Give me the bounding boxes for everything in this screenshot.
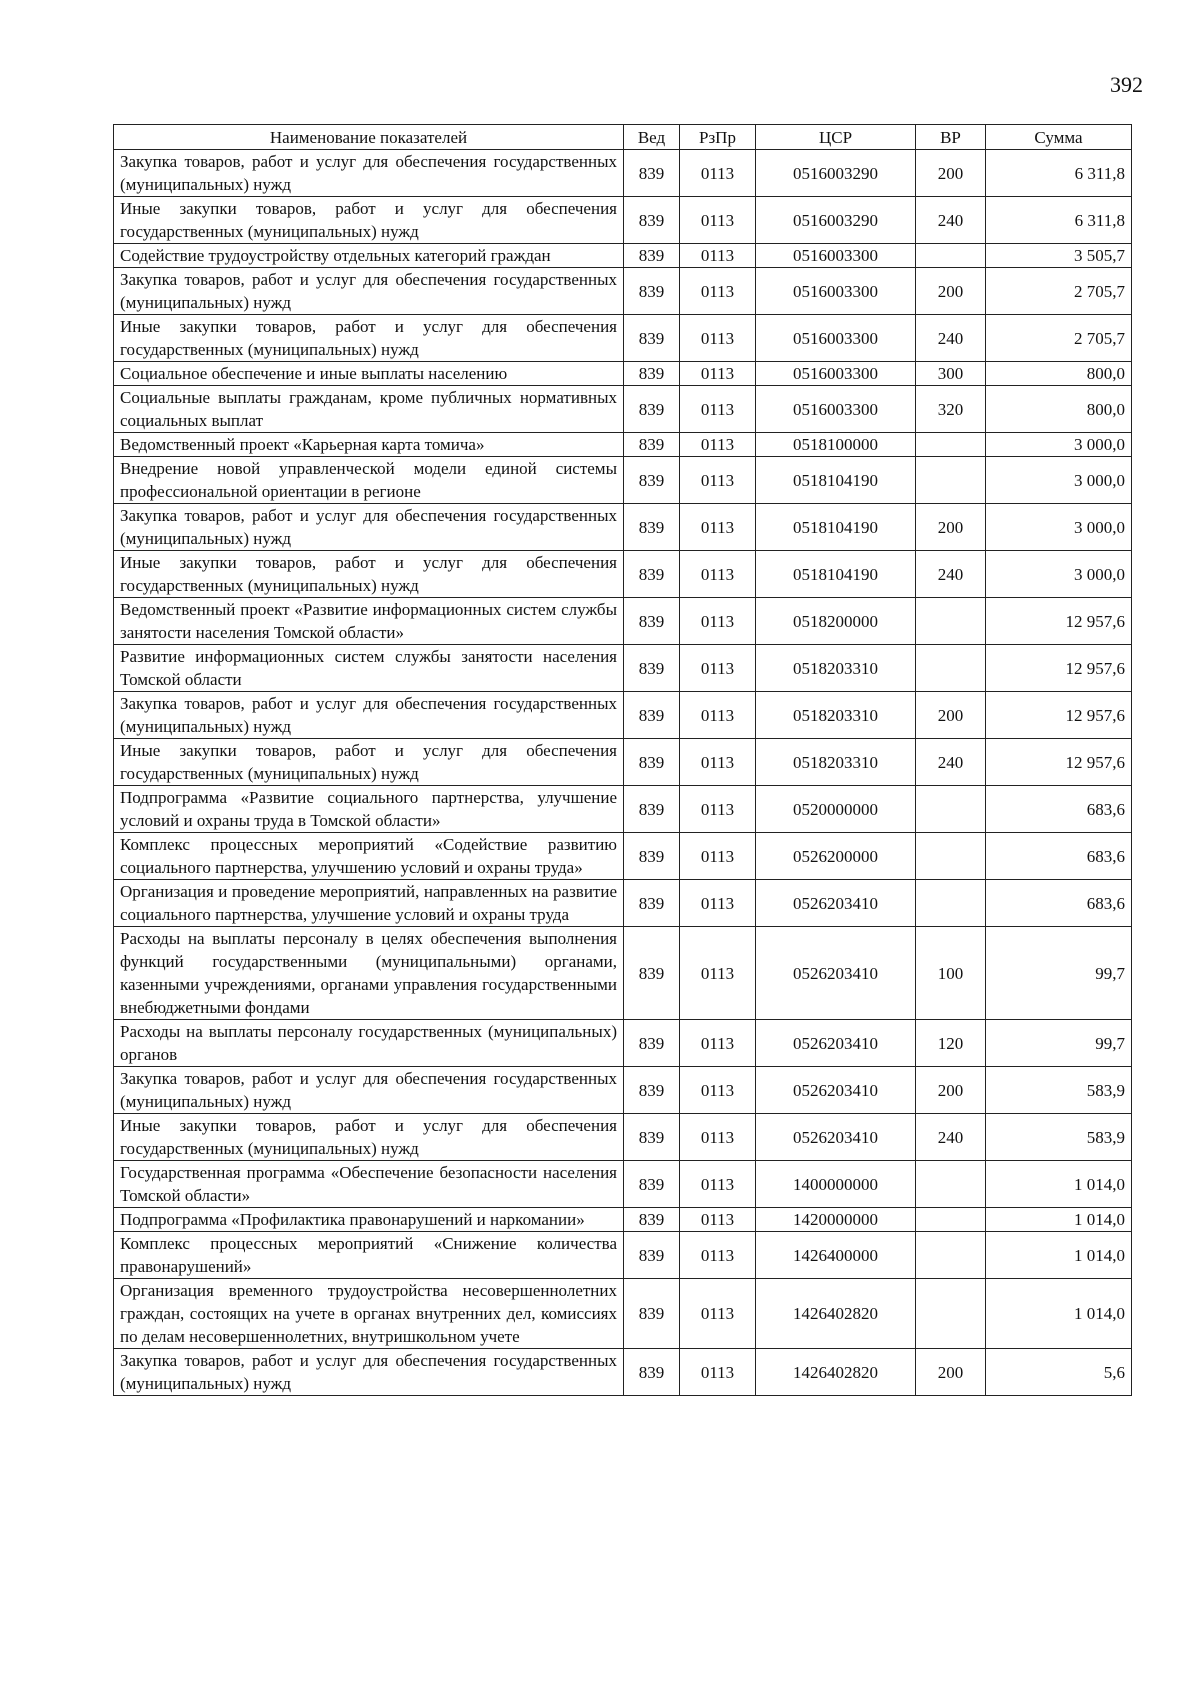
cell-ved: 839 — [624, 315, 680, 362]
cell-csr: 1426402820 — [756, 1349, 916, 1396]
cell-sum: 583,9 — [986, 1114, 1132, 1161]
header-rzpr: РзПр — [680, 125, 756, 150]
cell-csr: 0518104190 — [756, 551, 916, 598]
cell-name: Социальное обеспечение и иные выплаты населению — [114, 362, 624, 386]
table-row — [114, 1279, 1132, 1349]
table-row — [114, 244, 1132, 268]
cell-csr: 0526200000 — [756, 833, 916, 880]
cell-ved: 839 — [624, 1349, 680, 1396]
table-header — [114, 125, 1132, 150]
table-row — [114, 433, 1132, 457]
table-row — [114, 1208, 1132, 1232]
cell-rzpr: 0113 — [680, 551, 756, 598]
cell-rzpr: 0113 — [680, 598, 756, 645]
cell-rzpr: 0113 — [680, 692, 756, 739]
table-row — [114, 739, 1132, 786]
header-row — [114, 125, 1132, 150]
header-sum: Сумма — [986, 125, 1132, 150]
cell-ved: 839 — [624, 739, 680, 786]
cell-name: Подпрограмма «Профилактика правонарушений и наркомании» — [114, 1208, 624, 1232]
table-row — [114, 786, 1132, 833]
cell-csr: 0518100000 — [756, 433, 916, 457]
header-name: Наименование показателей — [114, 125, 624, 150]
cell-name: Содействие трудоустройству отдельных категорий граждан — [114, 244, 624, 268]
cell-rzpr: 0113 — [680, 244, 756, 268]
cell-csr: 0526203410 — [756, 1020, 916, 1067]
cell-csr: 0516003300 — [756, 362, 916, 386]
cell-vr — [916, 645, 986, 692]
cell-rzpr: 0113 — [680, 1020, 756, 1067]
cell-vr: 240 — [916, 551, 986, 598]
cell-rzpr: 0113 — [680, 1114, 756, 1161]
cell-sum: 683,6 — [986, 833, 1132, 880]
cell-ved: 839 — [624, 833, 680, 880]
cell-name: Внедрение новой управленческой модели единой системы профессиональной ориентации в регионе — [114, 457, 624, 504]
table-row — [114, 645, 1132, 692]
cell-ved: 839 — [624, 150, 680, 197]
cell-name: Подпрограмма «Развитие социального партнерства, улучшение условий и охраны труда в Томской области» — [114, 786, 624, 833]
cell-name: Развитие информационных систем службы занятости населения Томской области — [114, 645, 624, 692]
cell-name: Комплекс процессных мероприятий «Содействие развитию социального партнерства, улучшению условий и охраны труда» — [114, 833, 624, 880]
cell-name: Закупка товаров, работ и услуг для обеспечения государственных (муниципальных) нужд — [114, 504, 624, 551]
cell-ved: 839 — [624, 1232, 680, 1279]
cell-ved: 839 — [624, 598, 680, 645]
cell-vr: 200 — [916, 1067, 986, 1114]
cell-rzpr: 0113 — [680, 386, 756, 433]
cell-name: Закупка товаров, работ и услуг для обеспечения государственных (муниципальных) нужд — [114, 1067, 624, 1114]
cell-csr: 0520000000 — [756, 786, 916, 833]
cell-vr: 320 — [916, 386, 986, 433]
cell-csr: 0526203410 — [756, 927, 916, 1020]
table-body — [114, 150, 1132, 1396]
cell-ved: 839 — [624, 1279, 680, 1349]
cell-sum: 6 311,8 — [986, 197, 1132, 244]
cell-csr: 0518104190 — [756, 504, 916, 551]
cell-ved: 839 — [624, 197, 680, 244]
cell-csr: 1426400000 — [756, 1232, 916, 1279]
cell-rzpr: 0113 — [680, 315, 756, 362]
cell-csr: 0518104190 — [756, 457, 916, 504]
cell-vr: 200 — [916, 1349, 986, 1396]
page-number: 392 — [1110, 72, 1143, 97]
cell-sum: 12 957,6 — [986, 739, 1132, 786]
cell-csr: 0516003300 — [756, 244, 916, 268]
cell-csr: 0526203410 — [756, 880, 916, 927]
cell-vr: 200 — [916, 692, 986, 739]
cell-vr — [916, 786, 986, 833]
header-ved: Вед — [624, 125, 680, 150]
cell-csr: 0516003290 — [756, 197, 916, 244]
cell-csr: 0518200000 — [756, 598, 916, 645]
cell-vr: 200 — [916, 268, 986, 315]
cell-name: Закупка товаров, работ и услуг для обеспечения государственных (муниципальных) нужд — [114, 268, 624, 315]
cell-name: Ведомственный проект «Развитие информационных систем службы занятости населения Томской области» — [114, 598, 624, 645]
table-row — [114, 1067, 1132, 1114]
cell-rzpr: 0113 — [680, 1067, 756, 1114]
cell-ved: 839 — [624, 786, 680, 833]
table-row — [114, 598, 1132, 645]
cell-vr — [916, 1208, 986, 1232]
cell-vr — [916, 1232, 986, 1279]
cell-vr: 240 — [916, 1114, 986, 1161]
table-row — [114, 692, 1132, 739]
cell-name: Иные закупки товаров, работ и услуг для обеспечения государственных (муниципальных) нужд — [114, 551, 624, 598]
cell-ved: 839 — [624, 504, 680, 551]
cell-sum: 800,0 — [986, 386, 1132, 433]
table-row — [114, 551, 1132, 598]
cell-sum: 3 000,0 — [986, 433, 1132, 457]
cell-name: Государственная программа «Обеспечение безопасности населения Томской области» — [114, 1161, 624, 1208]
cell-rzpr: 0113 — [680, 1349, 756, 1396]
cell-sum: 3 505,7 — [986, 244, 1132, 268]
cell-name: Расходы на выплаты персоналу государственных (муниципальных) органов — [114, 1020, 624, 1067]
cell-csr: 0516003300 — [756, 386, 916, 433]
cell-vr — [916, 433, 986, 457]
cell-ved: 839 — [624, 362, 680, 386]
cell-vr: 240 — [916, 315, 986, 362]
cell-vr: 200 — [916, 504, 986, 551]
table-row — [114, 1232, 1132, 1279]
cell-name: Закупка товаров, работ и услуг для обеспечения государственных (муниципальных) нужд — [114, 692, 624, 739]
cell-sum: 3 000,0 — [986, 457, 1132, 504]
cell-vr — [916, 598, 986, 645]
cell-name: Социальные выплаты гражданам, кроме публичных нормативных социальных выплат — [114, 386, 624, 433]
cell-vr — [916, 1279, 986, 1349]
cell-sum: 5,6 — [986, 1349, 1132, 1396]
cell-name: Закупка товаров, работ и услуг для обеспечения государственных (муниципальных) нужд — [114, 1349, 624, 1396]
cell-vr: 200 — [916, 150, 986, 197]
cell-name: Иные закупки товаров, работ и услуг для обеспечения государственных (муниципальных) нужд — [114, 197, 624, 244]
cell-rzpr: 0113 — [680, 880, 756, 927]
cell-rzpr: 0113 — [680, 1208, 756, 1232]
cell-sum: 1 014,0 — [986, 1208, 1132, 1232]
cell-sum: 1 014,0 — [986, 1232, 1132, 1279]
cell-csr: 0526203410 — [756, 1067, 916, 1114]
cell-csr: 0518203310 — [756, 739, 916, 786]
cell-ved: 839 — [624, 1161, 680, 1208]
cell-csr: 1426402820 — [756, 1279, 916, 1349]
cell-vr — [916, 1161, 986, 1208]
cell-csr: 0518203310 — [756, 645, 916, 692]
table-row — [114, 315, 1132, 362]
cell-csr: 1420000000 — [756, 1208, 916, 1232]
cell-ved: 839 — [624, 645, 680, 692]
cell-sum: 12 957,6 — [986, 692, 1132, 739]
table-row — [114, 1161, 1132, 1208]
cell-rzpr: 0113 — [680, 362, 756, 386]
cell-sum: 99,7 — [986, 927, 1132, 1020]
table-row — [114, 927, 1132, 1020]
cell-sum: 12 957,6 — [986, 598, 1132, 645]
table-row — [114, 1020, 1132, 1067]
cell-name: Комплекс процессных мероприятий «Снижение количества правонарушений» — [114, 1232, 624, 1279]
cell-csr: 0518203310 — [756, 692, 916, 739]
cell-sum: 1 014,0 — [986, 1161, 1132, 1208]
cell-ved: 839 — [624, 244, 680, 268]
cell-vr: 120 — [916, 1020, 986, 1067]
cell-ved: 839 — [624, 1020, 680, 1067]
cell-sum: 3 000,0 — [986, 551, 1132, 598]
cell-vr — [916, 880, 986, 927]
cell-sum: 6 311,8 — [986, 150, 1132, 197]
header-vr: ВР — [916, 125, 986, 150]
cell-sum: 683,6 — [986, 786, 1132, 833]
table-row — [114, 880, 1132, 927]
cell-rzpr: 0113 — [680, 504, 756, 551]
cell-ved: 839 — [624, 551, 680, 598]
table-row — [114, 197, 1132, 244]
cell-sum: 3 000,0 — [986, 504, 1132, 551]
cell-csr: 0516003300 — [756, 315, 916, 362]
cell-ved: 839 — [624, 927, 680, 1020]
cell-sum: 1 014,0 — [986, 1279, 1132, 1349]
cell-rzpr: 0113 — [680, 833, 756, 880]
cell-ved: 839 — [624, 268, 680, 315]
cell-rzpr: 0113 — [680, 433, 756, 457]
cell-ved: 839 — [624, 1114, 680, 1161]
cell-ved: 839 — [624, 1067, 680, 1114]
header-csr: ЦСР — [756, 125, 916, 150]
cell-rzpr: 0113 — [680, 457, 756, 504]
cell-name: Иные закупки товаров, работ и услуг для обеспечения государственных (муниципальных) нужд — [114, 739, 624, 786]
cell-name: Расходы на выплаты персоналу в целях обеспечения выполнения функций государственными (муниципальными) органами, казенными учреждениями, органами управления государственными внебюджетными фондами — [114, 927, 624, 1020]
cell-sum: 12 957,6 — [986, 645, 1132, 692]
cell-sum: 2 705,7 — [986, 268, 1132, 315]
cell-name: Ведомственный проект «Карьерная карта томича» — [114, 433, 624, 457]
cell-vr — [916, 833, 986, 880]
cell-sum: 583,9 — [986, 1067, 1132, 1114]
cell-sum: 99,7 — [986, 1020, 1132, 1067]
budget-table — [113, 124, 1132, 1396]
cell-name: Иные закупки товаров, работ и услуг для обеспечения государственных (муниципальных) нужд — [114, 315, 624, 362]
cell-ved: 839 — [624, 433, 680, 457]
table-row — [114, 457, 1132, 504]
cell-rzpr: 0113 — [680, 1161, 756, 1208]
table-row — [114, 386, 1132, 433]
cell-vr: 240 — [916, 197, 986, 244]
table-row — [114, 1349, 1132, 1396]
cell-rzpr: 0113 — [680, 1279, 756, 1349]
cell-name: Организация и проведение мероприятий, направленных на развитие социального партнерства, улучшение условий и охраны труда — [114, 880, 624, 927]
table-row — [114, 150, 1132, 197]
cell-name: Организация временного трудоустройства несовершеннолетних граждан, состоящих на учете в органах внутренних дел, комиссиях по делам несовершеннолетних, внутришкольном учете — [114, 1279, 624, 1349]
cell-ved: 839 — [624, 1208, 680, 1232]
cell-rzpr: 0113 — [680, 197, 756, 244]
cell-name: Иные закупки товаров, работ и услуг для обеспечения государственных (муниципальных) нужд — [114, 1114, 624, 1161]
cell-vr — [916, 457, 986, 504]
cell-rzpr: 0113 — [680, 786, 756, 833]
cell-rzpr: 0113 — [680, 150, 756, 197]
cell-rzpr: 0113 — [680, 645, 756, 692]
cell-vr — [916, 244, 986, 268]
cell-ved: 839 — [624, 692, 680, 739]
cell-rzpr: 0113 — [680, 739, 756, 786]
cell-csr: 0516003300 — [756, 268, 916, 315]
table-row — [114, 833, 1132, 880]
cell-csr: 1400000000 — [756, 1161, 916, 1208]
cell-sum: 800,0 — [986, 362, 1132, 386]
table-row — [114, 268, 1132, 315]
table-row — [114, 504, 1132, 551]
cell-rzpr: 0113 — [680, 268, 756, 315]
cell-sum: 2 705,7 — [986, 315, 1132, 362]
cell-csr: 0516003290 — [756, 150, 916, 197]
table-row — [114, 1114, 1132, 1161]
cell-name: Закупка товаров, работ и услуг для обеспечения государственных (муниципальных) нужд — [114, 150, 624, 197]
cell-ved: 839 — [624, 386, 680, 433]
cell-vr: 300 — [916, 362, 986, 386]
cell-sum: 683,6 — [986, 880, 1132, 927]
cell-csr: 0526203410 — [756, 1114, 916, 1161]
cell-ved: 839 — [624, 457, 680, 504]
table-row — [114, 362, 1132, 386]
cell-vr: 240 — [916, 739, 986, 786]
cell-ved: 839 — [624, 880, 680, 927]
cell-vr: 100 — [916, 927, 986, 1020]
cell-rzpr: 0113 — [680, 1232, 756, 1279]
cell-rzpr: 0113 — [680, 927, 756, 1020]
